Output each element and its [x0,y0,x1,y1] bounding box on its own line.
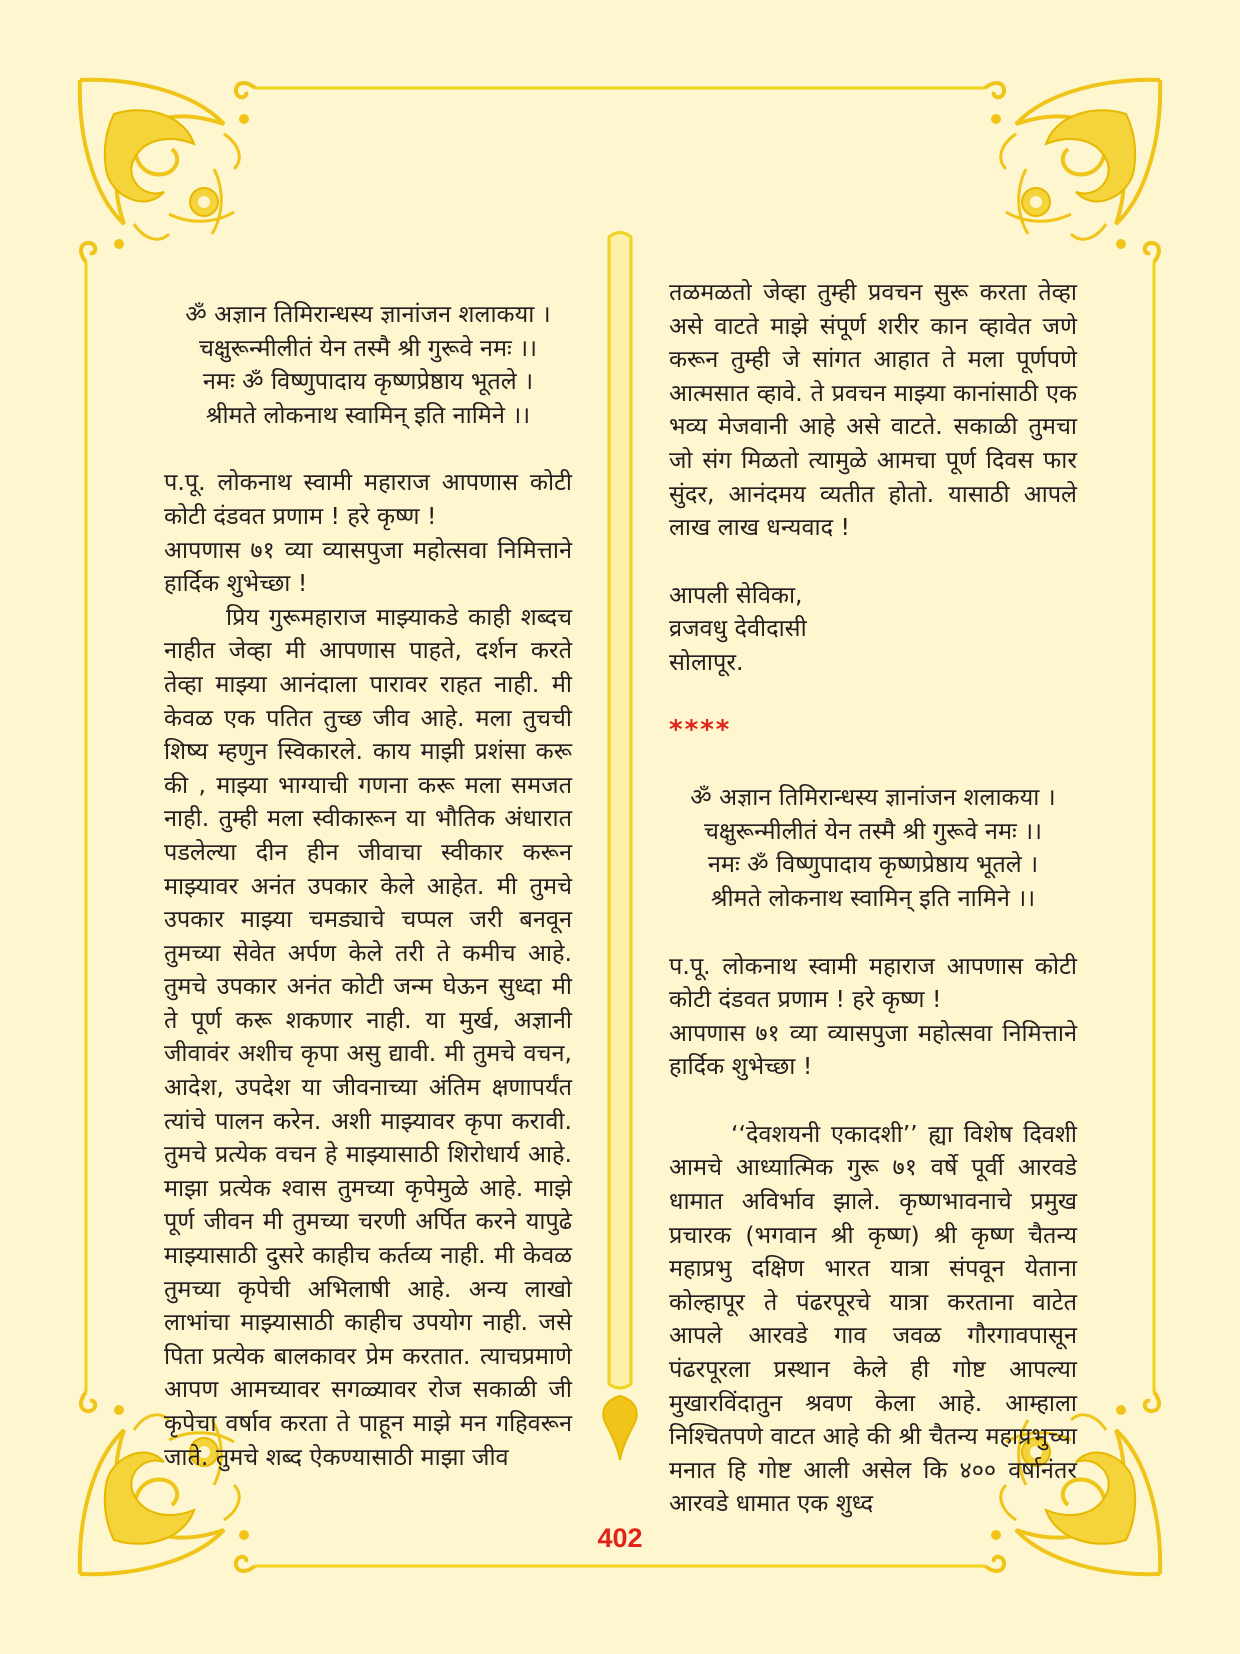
letter-body: प्रिय गुरूमहाराज माझ्याकडे काही शब्दच नाहीत जेव्हा मी आपणास पाहते, दर्शन करते तेव्हा माझ्या आनंदाला पारावर राहत नाही. मी केवळ एक पतित तुच्छ जीव आहे. मला तुचची शिष्य म्हणुन स्विकारले. काय माझी प्रशंसा करू की , माझ्या भाग्याची गणना करू मला समजत नाही. तुम्ही मला स्वीकारून या भौतिक अंधारात पडलेल्या दीन हीन जीवाचा स्वीकार करून माझ्यावर अनंत उपकार केले आहेत. मी तुमचे उपकार माझ्या चमड्याचे चप्पल जरी बनवून तुमच्या सेवेत अर्पण केले तरी ते कमीच आहे. तुमचे उपकार अनंत कोटी जन्म घेऊन सुध्दा मी ते पूर्ण करू शकणार नाही. या मुर्ख, अज्ञानी जीवावंर अशीच कृपा असु द्यावी. मी तुमचे वचन, आदेश, उपदेश या जीवनाच्या अंतिम क्षणापर्यंत त्यांचे पालन करेन. अशी माझ्यावर कृपा करावी. तुमचे प्रत्येक वचन हे माझ्यासाठी शिरोधार्य आहे. माझा प्रत्येक श्वास तुमच्या कृपेमुळे आहे. माझे पूर्ण जीवन मी तुमच्या चरणी अर्पित करने यापुढे माझ्यासाठी दुसरे काहीच कर्तव्य नाही. मी केवळ तुमच्या कृपेची अभिलाषी आहे. अन्य लाखो लाभांचा माझ्यासाठी काहीच उपयोग नाही. जसे पिता प्रत्येक बालकावर प्रेम करतात. त्याचप्रमाणे आपण आमच्यावर सगळ्यावर रोज सकाळी जी कृपेचा वर्षाव करता ते पाहून माझे मन गहिवरून जाते. तुमचे शब्द ऐकण्यासाठी माझा जीव [164,602,573,1471]
verse-line: चक्षुरून्मीलीतं येन तस्मै श्री गुरूवे नमः ।। [703,816,1043,845]
corner-ornament-top-left [80,80,249,249]
verse-line: ॐ अज्ञान तिमिरान्धस्य ज्ञानांजन शलाकया । [185,300,551,328]
verse-line: नमः ॐ विष्णुपादाय कृष्णप्रेष्ठाय भूतले । [707,850,1039,879]
verse-line: श्रीमते लोकनाथ स्वामिन् इति नामिने ।। [205,400,531,429]
column-divider [603,233,636,1461]
letter-body-2: ‘‘देवशयनी एकादशी’’ ह्या विशेष दिवशी आमचे आध्यात्मिक गुरू ७१ वर्षे पूर्वी आरवडे धामात अविर्भाव झाले. कृष्णभावनाचे प्रमुख प्रचारक (भगवान श्री कृष्ण) श्री कृष्ण चैतन्य महाप्रभु दक्षिण भारत यात्रा संपवून येताना कोल्हापूर ते पंढरपूरचे यात्रा करताना वाटेत आपले आरवडे गाव जवळ गौरगावपासून पंढरपूरला प्रस्थान केले ही गोष्ट आपल्या मुखारविंदातुन श्रवण केला आहे. आम्हाला निश्चितपणे वाटत आहे की श्री चैतन्य महाप्रभुच्या मनात हि गोष्ट आली असेल कि ४०० वर्षानंतर आरवडे धामात एक शुध्द [669,1119,1077,1518]
greeting-wishes-2: आपणास ७१ व्या व्यासपुजा महोत्सवा निमित्ताने हार्दिक शुभेच्छा ! [669,1018,1077,1081]
signature-place: सोलापूर. [669,647,744,676]
corner-ornament-top-right [991,80,1160,249]
invocation-verse [164,298,572,432]
greeting-pranam: प.पू. लोकनाथ स्वामी महाराज आपणास कोटी कोटी दंडवत प्रणाम ! हरे कृष्ण ! [164,468,572,530]
right-column [669,276,1077,1521]
section-separator: **** [669,714,732,745]
invocation-verse-2 [669,781,1077,915]
greeting-wishes: आपणास ७१ व्या व्यासपुजा महोत्सवा निमित्ताने हार्दिक शुभेच्छा ! [164,535,572,598]
signature-name: व्रजवधु देवीदासी [669,614,807,643]
verse-line: नमः ॐ विष्णुपादाय कृष्णप्रेष्ठाय भूतले । [202,367,534,396]
signature-block [669,579,1077,680]
verse-line: ॐ अज्ञान तिमिरान्धस्य ज्ञानांजन शलाकया । [690,783,1056,812]
signature-closing: आपली सेविका, [669,580,803,609]
page-number: 402 [597,1523,643,1553]
left-column [164,298,572,1474]
letter-body-continued: तळमळतो जेव्हा तुम्ही प्रवचन सुरू करता तेव्हा असे वाटते माझे संपूर्ण शरीर कान व्हावेत जणे करून तुम्ही जे सांगत आहात ते मला पूर्णपणे आत्मसात व्हावे. ते प्रवचन माझ्या कानांसाठी एक भव्य मेजवानी आहे असे वाटते. सकाळी तुमचा जो संग मिळतो त्यामुळे आमचा पूर्ण दिवस फार सुंदर, आनंदमय व्यतीत होतो. यासाठी आपले लाख लाख धन्यवाद ! [669,278,1077,542]
greeting-pranam-2: प.पू. लोकनाथ स्वामी महाराज आपणास कोटी कोटी दंडवत प्रणाम ! हरे कृष्ण ! [669,951,1077,1014]
verse-line: श्रीमते लोकनाथ स्वामिन् इति नामिने ।। [710,883,1036,912]
verse-line: चक्षुरून्मीलीतं येन तस्मै श्री गुरूवे नमः ।। [198,333,538,362]
